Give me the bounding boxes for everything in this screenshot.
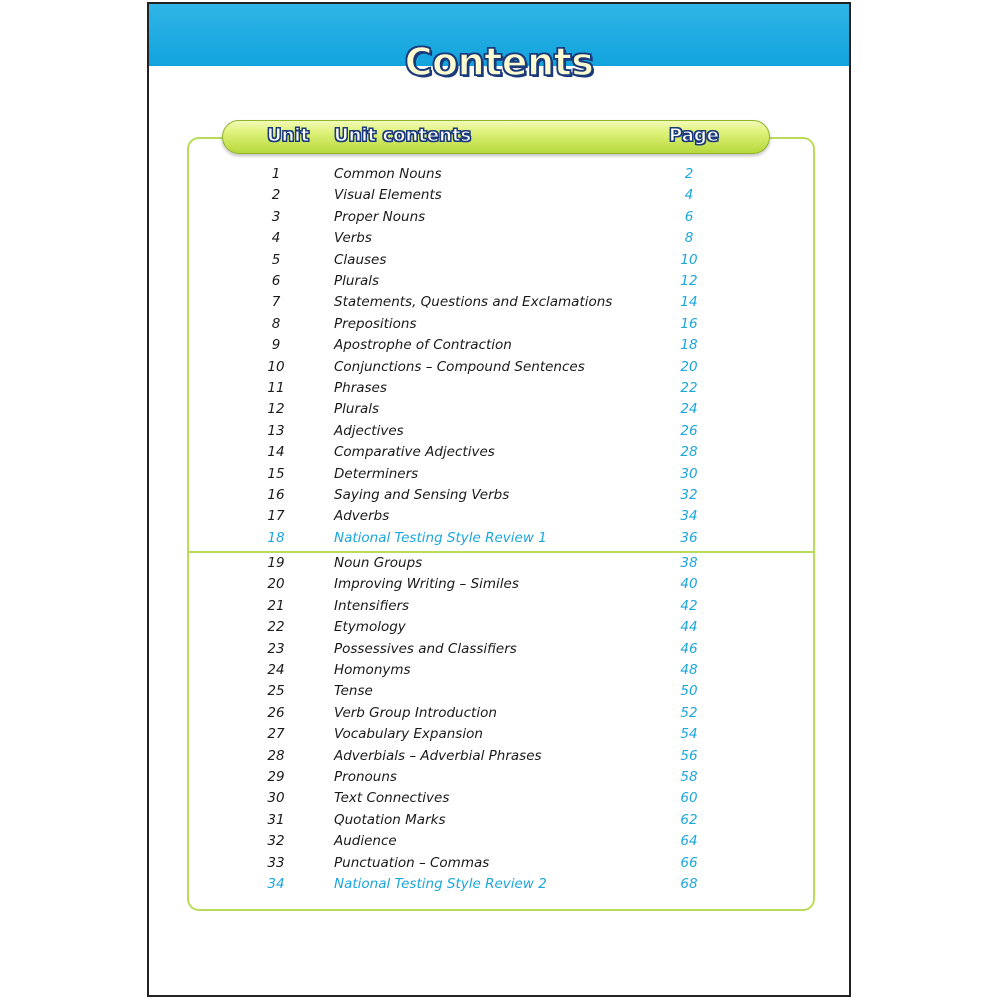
page-number: 56 <box>680 747 698 764</box>
contents-row <box>149 553 849 574</box>
unit-topic: Phrases <box>334 380 387 396</box>
page-number: 38 <box>680 555 698 571</box>
contents-row <box>149 788 849 809</box>
unit-topic: Noun Groups <box>334 555 423 571</box>
page-number: 58 <box>680 769 698 785</box>
unit-topic: Conjunctions – Compound Sentences <box>334 358 585 375</box>
unit-number: 25 <box>267 683 285 700</box>
contents-row <box>149 378 849 399</box>
contents-row <box>149 831 849 852</box>
page-number: 42 <box>680 597 698 614</box>
unit-topic: Proper Nouns <box>334 208 426 225</box>
unit-topic: Pronouns <box>334 769 397 785</box>
contents-row <box>149 164 849 185</box>
page-number: 60 <box>680 790 698 807</box>
unit-number: 20 <box>267 576 285 593</box>
page-number: 50 <box>680 683 698 700</box>
contents-row <box>149 724 849 745</box>
contents-row <box>149 639 849 660</box>
contents-row <box>149 399 849 420</box>
contents-row <box>149 314 849 335</box>
page-number: 12 <box>680 273 698 289</box>
unit-number: 16 <box>267 487 285 503</box>
unit-number: 9 <box>271 337 281 354</box>
unit-topic: Plurals <box>334 273 380 289</box>
unit-topic: Clauses <box>334 251 387 268</box>
unit-number: 6 <box>271 273 281 289</box>
contents-row <box>149 207 849 228</box>
page-number: 52 <box>680 704 698 721</box>
contents-row <box>149 271 849 292</box>
page-number: 2 <box>684 166 694 182</box>
contents-row <box>149 746 849 767</box>
unit-topic: Apostrophe of Contraction <box>334 337 512 354</box>
unit-number: 11 <box>267 380 285 396</box>
page-number: 24 <box>680 401 698 418</box>
contents-row <box>149 703 849 724</box>
page-number: 68 <box>680 876 698 892</box>
page-number: 8 <box>684 230 694 247</box>
contents-row <box>149 250 849 271</box>
unit-number: 29 <box>267 769 285 785</box>
contents-row <box>149 617 849 638</box>
contents-row-review <box>149 874 849 895</box>
page-number: 40 <box>680 576 698 593</box>
unit-number: 3 <box>271 208 281 225</box>
unit-topic: Visual Elements <box>334 187 442 204</box>
contents-row-review <box>149 528 849 549</box>
unit-number: 22 <box>267 619 285 636</box>
unit-number: 13 <box>267 422 285 439</box>
unit-topic: Audience <box>334 833 397 850</box>
page-number: 28 <box>680 444 698 461</box>
unit-number: 2 <box>271 187 281 204</box>
unit-topic: Determiners <box>334 465 419 482</box>
unit-number: 23 <box>267 640 285 657</box>
unit-number: 21 <box>267 597 285 614</box>
page-number: 6 <box>684 208 694 225</box>
contents-row <box>149 185 849 206</box>
header-unit-contents: Unit contents <box>334 125 472 146</box>
unit-topic: Verb Group Introduction <box>334 704 497 721</box>
unit-number: 17 <box>267 508 285 525</box>
unit-topic: Tense <box>334 683 373 700</box>
page-number: 30 <box>680 465 698 482</box>
unit-topic: Intensifiers <box>334 597 410 614</box>
page-number: 20 <box>680 358 698 375</box>
page-number: 46 <box>680 640 698 657</box>
unit-number: 4 <box>271 230 281 247</box>
unit-number: 18 <box>267 529 285 546</box>
page-number: 48 <box>680 662 698 678</box>
unit-number: 27 <box>267 726 285 743</box>
unit-number: 19 <box>267 555 285 571</box>
contents-row <box>149 442 849 463</box>
page-number: 34 <box>680 508 698 525</box>
contents-row <box>149 681 849 702</box>
unit-number: 8 <box>271 315 281 332</box>
contents-row <box>149 660 849 681</box>
unit-number: 14 <box>267 444 285 461</box>
page-number: 16 <box>680 315 698 332</box>
page-number: 14 <box>680 294 698 311</box>
unit-topic: Homonyms <box>334 662 411 678</box>
unit-topic: Possessives and Classifiers <box>334 640 517 657</box>
contents-row <box>149 767 849 788</box>
page-number: 10 <box>680 251 698 268</box>
unit-topic: National Testing Style Review 1 <box>334 529 547 546</box>
unit-number: 5 <box>271 251 281 268</box>
page-number: 64 <box>680 833 698 850</box>
unit-topic: Verbs <box>334 230 372 247</box>
contents-row <box>149 485 849 506</box>
unit-number: 34 <box>267 876 285 892</box>
unit-number: 28 <box>267 747 285 764</box>
page-number: 32 <box>680 487 698 503</box>
contents-row <box>149 421 849 442</box>
page-number: 26 <box>680 422 698 439</box>
unit-topic: Improving Writing – Similes <box>334 576 519 593</box>
contents-row <box>149 335 849 356</box>
page-number: 36 <box>680 529 698 546</box>
unit-number: 15 <box>267 465 285 482</box>
unit-topic: Adjectives <box>334 422 404 439</box>
contents-row <box>149 357 849 378</box>
page-number: 54 <box>680 726 698 743</box>
contents-row <box>149 574 849 595</box>
contents-row <box>149 228 849 249</box>
unit-number: 7 <box>271 294 281 311</box>
unit-topic: Statements, Questions and Exclamations <box>334 294 613 311</box>
page-number: 62 <box>680 811 698 828</box>
contents-row <box>149 810 849 831</box>
page-number: 44 <box>680 619 698 636</box>
unit-number: 31 <box>267 811 285 828</box>
unit-number: 24 <box>267 662 285 678</box>
unit-number: 30 <box>267 790 285 807</box>
unit-topic: Comparative Adjectives <box>334 444 495 461</box>
unit-number: 33 <box>267 854 285 871</box>
page-number: 22 <box>680 380 698 396</box>
header-page: Page <box>669 125 719 146</box>
contents-row <box>149 292 849 313</box>
page-number: 18 <box>680 337 698 354</box>
header-unit: Unit <box>267 125 310 146</box>
unit-topic: Common Nouns <box>334 166 442 182</box>
unit-topic: National Testing Style Review 2 <box>334 876 547 892</box>
page-number: 66 <box>680 854 698 871</box>
contents-row <box>149 596 849 617</box>
unit-number: 1 <box>271 166 281 182</box>
unit-topic: Prepositions <box>334 315 417 332</box>
unit-topic: Adverbials – Adverbial Phrases <box>334 747 542 764</box>
unit-topic: Etymology <box>334 619 406 636</box>
unit-topic: Saying and Sensing Verbs <box>334 487 510 503</box>
unit-topic: Punctuation – Commas <box>334 854 490 871</box>
unit-topic: Plurals <box>334 401 380 418</box>
page-title: Contents <box>404 40 594 84</box>
unit-number: 12 <box>267 401 285 418</box>
unit-number: 10 <box>267 358 285 375</box>
contents-row <box>149 506 849 527</box>
contents-page <box>147 2 851 997</box>
unit-number: 26 <box>267 704 285 721</box>
unit-topic: Adverbs <box>334 508 390 525</box>
unit-topic: Quotation Marks <box>334 811 446 828</box>
page-number: 4 <box>684 187 694 204</box>
unit-topic: Vocabulary Expansion <box>334 726 483 743</box>
unit-number: 32 <box>267 833 285 850</box>
unit-topic: Text Connectives <box>334 790 450 807</box>
contents-row <box>149 464 849 485</box>
contents-row <box>149 853 849 874</box>
